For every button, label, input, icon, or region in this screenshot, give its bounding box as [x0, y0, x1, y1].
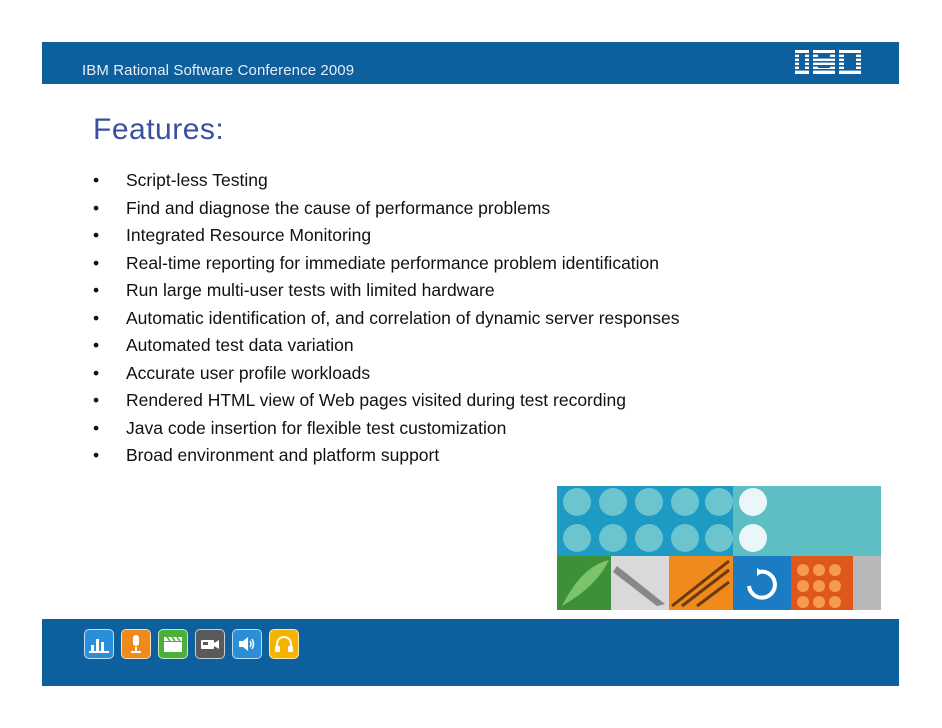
conference-title: IBM Rational Software Conference 2009 — [82, 62, 355, 79]
feature-item — [93, 361, 679, 389]
video-camera-icon — [195, 629, 225, 659]
feature-item — [93, 251, 679, 279]
feature-text: Java code insertion for flexible test customization — [126, 417, 507, 438]
feature-list — [93, 168, 679, 471]
chart-icon — [84, 629, 114, 659]
bullet-marker: • — [93, 225, 100, 245]
bullet-marker: • — [93, 335, 100, 355]
feature-item — [93, 196, 679, 224]
feature-text: Rendered HTML view of Web pages visited during test recording — [126, 390, 626, 410]
feature-text: Broad environment and platform support — [126, 445, 440, 465]
feature-text: Automated test data variation — [126, 335, 354, 355]
feature-item — [93, 306, 679, 334]
feature-text: Run large multi-user tests with limited hardware — [126, 280, 495, 300]
bullet-marker: • — [93, 445, 100, 465]
footer-icon-row — [84, 629, 299, 659]
feature-text: Real-time reporting for immediate performance problem identification — [126, 252, 660, 273]
bullet-marker: • — [93, 280, 100, 300]
decorative-mosaic — [557, 486, 885, 610]
feature-text: Integrated Resource Monitoring — [126, 225, 372, 245]
clapperboard-icon — [158, 629, 188, 659]
feature-item — [93, 168, 679, 196]
feature-text: Accurate user profile workloads — [126, 362, 371, 383]
speaker-icon — [232, 629, 262, 659]
headphones-icon — [269, 629, 299, 659]
bullet-marker: • — [93, 307, 100, 328]
feature-text: Find and diagnose the cause of performance problems — [126, 197, 551, 218]
microphone-icon — [121, 629, 151, 659]
bullet-marker: • — [93, 252, 100, 273]
feature-text: Automatic identification of, and correlation of dynamic server responses — [126, 307, 680, 328]
bullet-marker: • — [93, 170, 100, 190]
feature-item — [93, 443, 679, 471]
feature-item — [93, 333, 679, 361]
header-band — [42, 42, 899, 84]
bullet-marker: • — [93, 417, 100, 438]
bullet-marker: • — [93, 390, 100, 410]
feature-item — [93, 278, 679, 306]
feature-item — [93, 388, 679, 416]
feature-text: Script-less Testing — [126, 170, 268, 190]
bullet-marker: • — [93, 362, 100, 383]
feature-item — [93, 223, 679, 251]
slide-heading: Features: — [93, 113, 225, 146]
feature-item — [93, 416, 679, 444]
bullet-marker: • — [93, 197, 100, 218]
ibm-logo — [795, 48, 861, 76]
footer-band — [42, 619, 899, 686]
